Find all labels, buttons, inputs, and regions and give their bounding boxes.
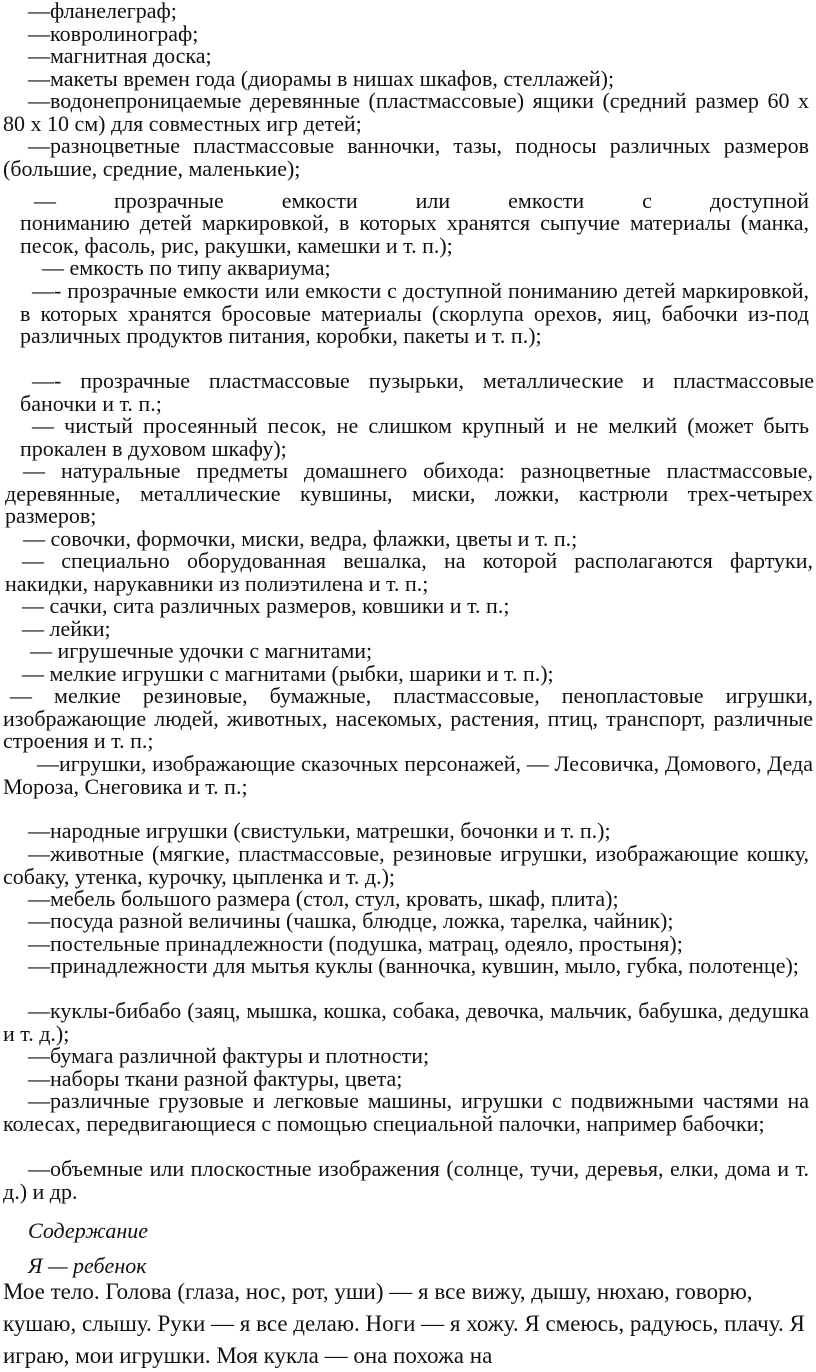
list-item: —магнитная доска; [28, 43, 212, 68]
list-item: —куклы-бибабо (заяц, мышка, кошка, собака, девочка, мальчик, бабушка, дедушка и т. д.); [3, 998, 809, 1046]
list-item: — мелкие игрушки с магнитами (рыбки, шарики и т. п.); [22, 661, 554, 686]
list-item: —бумага различной фактуры и плотности; [28, 1043, 430, 1068]
list-item: —разноцветные пластмассовые ванночки, тазы, подносы различных размеров (большие, средние, маленькие); [3, 133, 809, 181]
list-item: —фланелеграф; [28, 0, 177, 23]
list-item: —наборы ткани разной фактуры, цвета; [28, 1066, 403, 1091]
list-item: —мебель большого размера (стол, стул, кровать, шкаф, плита); [28, 886, 619, 911]
list-item: — мелкие резиновые, бумажные, пластмассовые, пенопластовые игрушки, изображающие людей, животных, насекомых, растения, птиц, транспорт, различные строения и т. п.; [3, 683, 813, 754]
list-item: —принадлежности для мытья куклы (ванночка, кувшин, мыло, губка, полотенце); [28, 953, 799, 978]
list-item: —водонепроницаемые деревянные (пластмассовые) ящики (средний размер 60 х 80 х 10 см) для совместных игр детей; [3, 88, 809, 136]
list-item: —постельные принадлежности (подушка, матрац, одеяло, простыня); [28, 931, 683, 956]
list-item: —посуда разной величины (чашка, блюдце, ложка, тарелка, чайник); [28, 908, 674, 933]
list-item: — натуральные предметы домашнего обихода: разноцветные пластмассовые, деревянные, металлические кувшины, миски, ложки, кастрюли трех-четырех размеров; [5, 458, 813, 529]
list-item: — сачки, сита различных размеров, ковшики и т. п.; [22, 593, 510, 618]
list-item: —- прозрачные пластмассовые пузырьки, металлические и пластмассовые баночки и т. п.; [20, 368, 814, 416]
list-item: —объемные или плоскостные изображения (солнце, тучи, деревья, елки, дома и т. д.) и др. [3, 1156, 809, 1204]
list-item: — емкость по типу аквариума; [42, 255, 331, 280]
list-item: — совочки, формочки, миски, ведра, флажки, цветы и т. п.; [23, 526, 578, 551]
list-item: — чистый просеянный песок, не слишком крупный и не мелкий (может быть прокален в духовом шкафу); [20, 413, 809, 461]
list-item: —макеты времен года (диорамы в нишах шкафов, стеллажей); [28, 66, 615, 91]
list-item: —- прозрачные емкости или емкости с доступной пониманию детей маркировкой, в которых хранятся бросовые материалы (скорлупа орехов, яиц, бабочки из-под различных продуктов питания, коробки, пакеты и т. п.); [20, 278, 809, 349]
list-item: — игрушечные удочки с магнитами; [30, 638, 373, 663]
list-item: — прозрачные емкости или емкости с доступной [34, 188, 809, 213]
list-item-continuation: пониманию детей маркировкой, в которых хранятся сыпучие материалы (манка, песок, фасоль, рис, ракушки, камешки и т. п.); [20, 210, 809, 258]
list-item: — лейки; [22, 616, 111, 641]
list-item: —игрушки, изображающие сказочных персонажей, — Лесовичка, Домового, Деда Мороза, Снеговика и т. п.; [3, 751, 813, 799]
list-item: —различные грузовые и легковые машины, игрушки с подвижными частями на колесах, передвигающиеся с помощью специальной палочки, например бабочки; [3, 1088, 809, 1136]
list-item: — специально оборудованная вешалка, на которой располагаются фартуки, накидки, нарукавники из полиэтилена и т. п.; [5, 548, 813, 596]
list-item: —народные игрушки (свистульки, матрешки, бочонки и т. п.); [28, 818, 611, 843]
list-item: —животные (мягкие, пластмассовые, резиновые игрушки, изображающие кошку, собаку, утенка, курочку, цыпленка и т. д.); [3, 841, 809, 889]
section-subheading: Я — ребенок [28, 1253, 147, 1278]
section-paragraph: Мое тело. Голова (глаза, нос, рот, уши) — я все вижу, дышу, нюхаю, говорю, кушаю, слышу. Руки — я все делаю. Ноги — я хожу. Я смеюсь, радуюсь, плачу. Я играю, мои игрушки. Моя кукла — она похожа на [3, 1279, 805, 1368]
section-heading: Содержание [28, 1218, 149, 1243]
list-item: —ковролинограф; [28, 21, 199, 46]
